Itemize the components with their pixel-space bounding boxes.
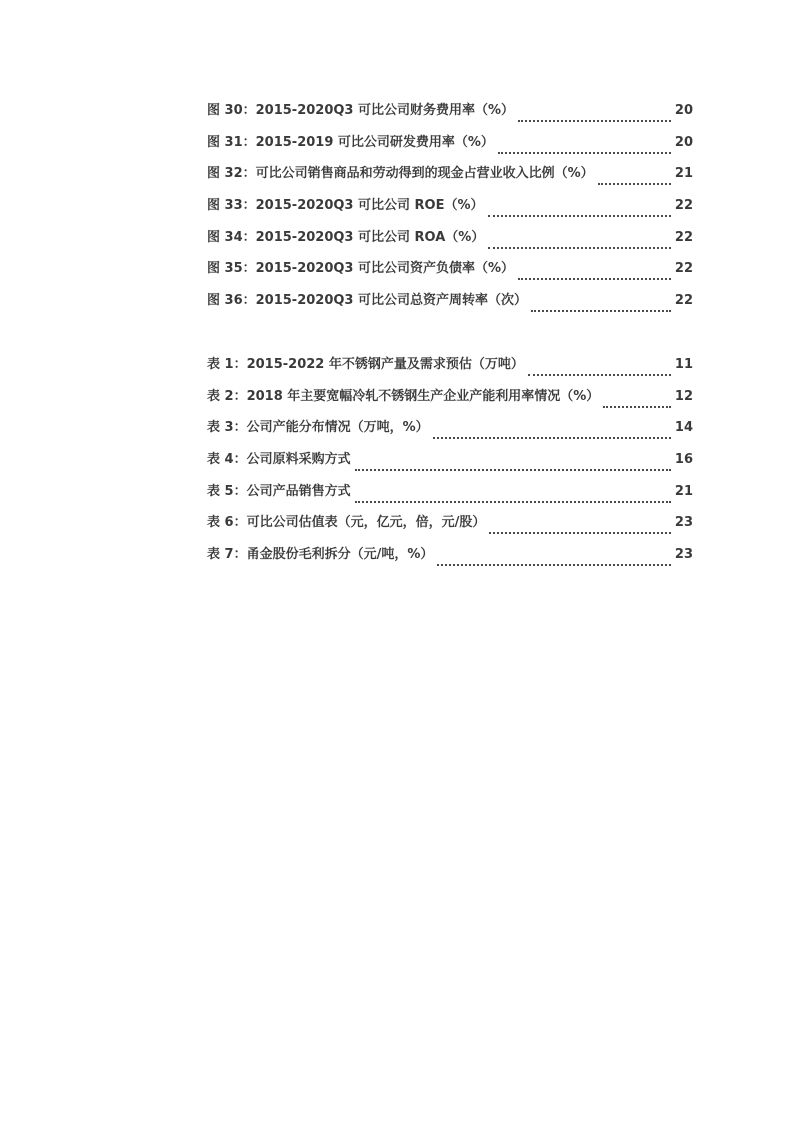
toc-entry-figure-30[interactable]: [207, 101, 693, 133]
toc-entry-page: 16: [674, 452, 693, 468]
toc-entry-title: 图 31：2015-2019 可比公司研发费用率（%）: [207, 134, 494, 150]
dot-leader: [355, 469, 671, 471]
toc-entry-table-7[interactable]: [207, 545, 693, 577]
toc-entry-page: 23: [674, 515, 693, 531]
toc-entry-figure-36[interactable]: [207, 291, 693, 323]
toc-entry-table-2[interactable]: [207, 387, 693, 419]
toc-entry-title: 图 35：2015-2020Q3 可比公司资产负债率（%）: [207, 261, 515, 277]
toc-entry-figure-31[interactable]: [207, 133, 693, 165]
toc-entry-page: 20: [674, 103, 693, 118]
toc-entry-figure-33[interactable]: [207, 196, 693, 228]
toc-entry-page: 11: [674, 357, 693, 372]
toc-entry-page: 20: [674, 134, 693, 150]
toc-entry-figure-35[interactable]: [207, 259, 693, 291]
toc-entry-title: 表 6：可比公司估值表（元，亿元，倍，元/股）: [207, 515, 486, 531]
toc-entry-page: 12: [674, 388, 693, 404]
dot-leader: [518, 120, 671, 122]
dot-leader: [603, 406, 671, 408]
dot-leader: [518, 278, 671, 280]
toc-entry-figure-32[interactable]: [207, 164, 693, 196]
toc-entry-title: 表 5：公司产品销售方式: [207, 483, 351, 499]
table-list: [207, 355, 693, 577]
toc-entry-title: 图 34：2015-2020Q3 可比公司 ROA（%）: [207, 229, 485, 245]
dot-leader: [488, 247, 671, 249]
toc-entry-title: 表 7：甬金股份毛利拆分（元/吨，%）: [207, 547, 434, 563]
toc-entry-table-5[interactable]: [207, 482, 693, 514]
figure-list: [207, 101, 693, 323]
dot-leader: [433, 437, 671, 439]
toc-entry-table-3[interactable]: [207, 418, 693, 450]
toc-entry-title: 表 3：公司产能分布情况（万吨，%）: [207, 420, 429, 436]
toc-entry-page: 21: [674, 483, 693, 499]
toc-entry-page: 22: [674, 229, 693, 245]
dot-leader: [489, 532, 671, 534]
toc-entry-page: 23: [674, 547, 693, 563]
dot-leader: [355, 501, 671, 503]
dot-leader: [498, 152, 671, 154]
dot-leader: [488, 215, 671, 217]
dot-leader: [598, 183, 671, 185]
toc-entry-title: 图 36：2015-2020Q3 可比公司总资产周转率（次）: [207, 293, 527, 309]
toc-entry-title: 表 1：2015-2022 年不锈钢产量及需求预估（万吨）: [207, 357, 524, 372]
dot-leader: [531, 310, 671, 312]
toc-entry-page: 21: [674, 166, 693, 182]
toc-entry-figure-34[interactable]: [207, 228, 693, 260]
toc-entry-page: 14: [674, 420, 693, 436]
toc-entry-table-4[interactable]: [207, 450, 693, 482]
toc-entry-page: 22: [674, 261, 693, 277]
toc-entry-table-1[interactable]: [207, 355, 693, 387]
toc-entry-page: 22: [674, 293, 693, 309]
toc-entry-title: 表 4：公司原料采购方式: [207, 452, 351, 468]
toc-entry-table-6[interactable]: [207, 513, 693, 545]
toc-entry-title: 图 32：可比公司销售商品和劳动得到的现金占营业收入比例（%）: [207, 166, 594, 182]
toc-entry-title: 表 2：2018 年主要宽幅冷轧不锈钢生产企业产能利用率情况（%）: [207, 388, 600, 404]
toc-entry-title: 图 33：2015-2020Q3 可比公司 ROE（%）: [207, 198, 484, 214]
toc-entry-page: 22: [674, 198, 693, 214]
dot-leader: [528, 374, 671, 376]
toc-entry-title: 图 30：2015-2020Q3 可比公司财务费用率（%）: [207, 103, 515, 118]
dot-leader: [437, 564, 671, 566]
